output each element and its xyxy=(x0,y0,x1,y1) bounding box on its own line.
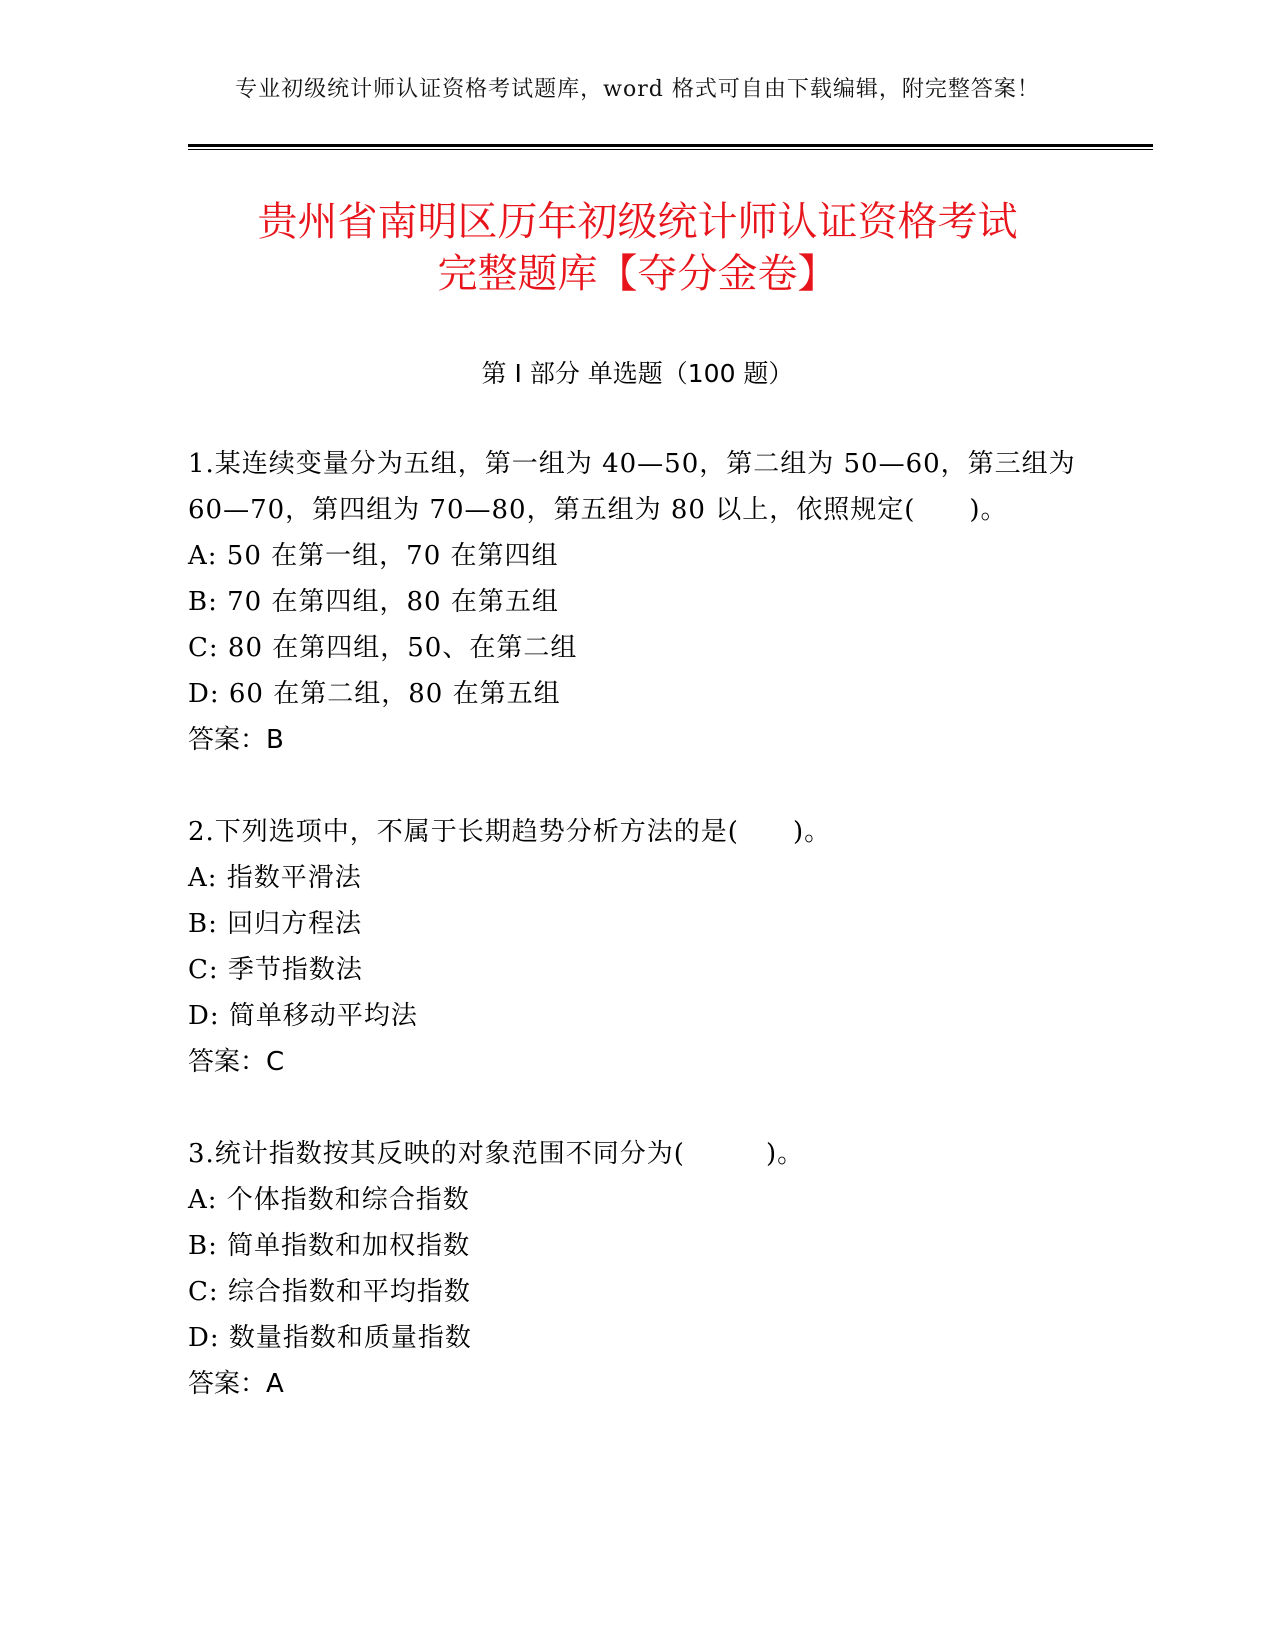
question-3 xyxy=(188,1131,1108,1407)
header-rule-thick xyxy=(188,144,1153,147)
option-d: D: 数量指数和质量指数 xyxy=(188,1323,472,1353)
option-a: A: 个体指数和综合指数 xyxy=(188,1185,470,1215)
header-rule-thin xyxy=(188,149,1153,150)
question-stem: 1.某连续变量分为五组，第一组为 40—50，第二组为 50—60，第三组为 60—70，第四组为 70—80，第五组为 80 以上，依照规定( )。 xyxy=(188,449,1076,525)
option-b: B: 简单指数和加权指数 xyxy=(188,1231,471,1261)
answer: 答案：C xyxy=(188,1047,285,1077)
option-c: C: 季节指数法 xyxy=(188,955,363,985)
document-title xyxy=(0,196,1275,300)
option-a: A: 50 在第一组，70 在第四组 xyxy=(188,541,559,571)
answer: 答案：A xyxy=(188,1369,284,1399)
option-d: D: 60 在第二组，80 在第五组 xyxy=(188,679,561,709)
option-c: C: 综合指数和平均指数 xyxy=(188,1277,471,1307)
question-1 xyxy=(188,441,1108,763)
header-note: 专业初级统计师认证资格考试题库，word 格式可自由下载编辑，附完整答案！ xyxy=(235,77,1040,102)
question-stem: 3.统计指数按其反映的对象范围不同分为( )。 xyxy=(188,1139,805,1169)
document-title-line-2: 完整题库【夺分金卷】 xyxy=(437,251,838,297)
question-stem: 2.下列选项中，不属于长期趋势分析方法的是( )。 xyxy=(188,817,832,847)
header-rule xyxy=(188,144,1153,150)
option-a: A: 指数平滑法 xyxy=(188,863,362,893)
option-b: B: 70 在第四组，80 在第五组 xyxy=(188,587,559,617)
option-d: D: 简单移动平均法 xyxy=(188,1001,418,1031)
question-2 xyxy=(188,809,1108,1085)
section-heading: 第 I 部分 单选题（100 题） xyxy=(481,359,794,388)
option-b: B: 回归方程法 xyxy=(188,909,363,939)
document-title-line-1: 贵州省南明区历年初级统计师认证资格考试 xyxy=(257,199,1018,245)
answer: 答案：B xyxy=(188,725,284,755)
option-c: C: 80 在第四组，50、在第二组 xyxy=(188,633,578,663)
question-list xyxy=(188,441,1108,1453)
